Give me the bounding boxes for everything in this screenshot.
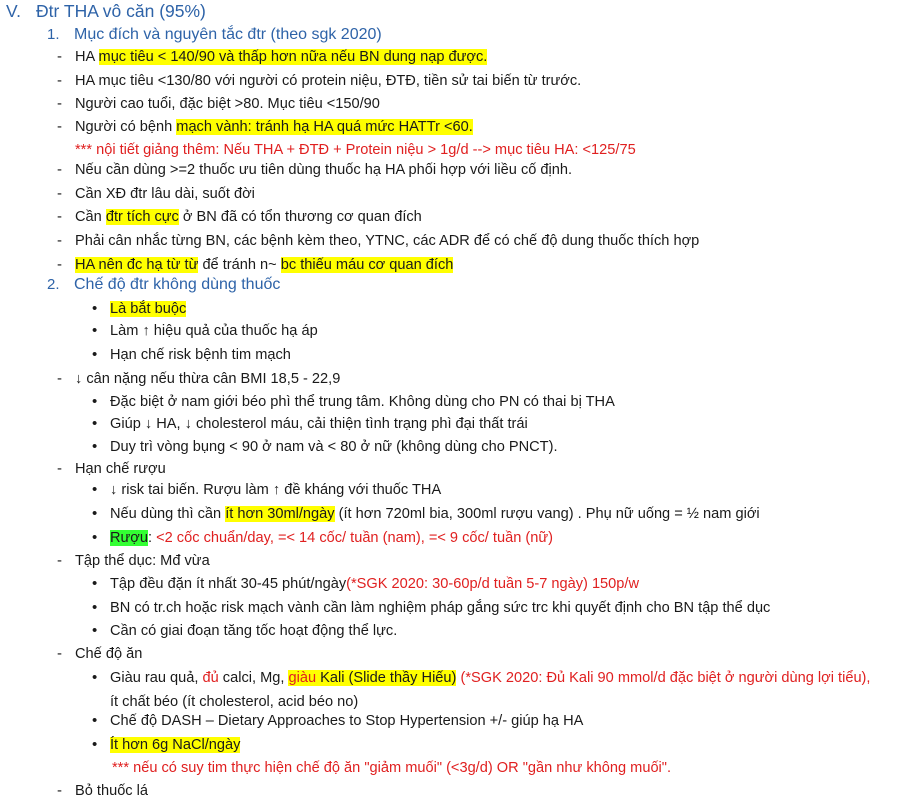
text-segment: Tập đều đặn ít nhất 30-45 phút/ngày: [110, 576, 347, 592]
highlighted-text: Ít hơn 6g NaCl/ngày: [110, 737, 241, 753]
bullet-icon: •: [92, 736, 98, 753]
note-text: đủ: [202, 670, 219, 686]
line-text: [74, 274, 280, 296]
bullet-icon: •: [92, 346, 98, 363]
bullet-icon: •: [92, 575, 98, 592]
bullet-icon: •: [92, 669, 98, 686]
line-text: [75, 550, 210, 572]
list-item: [0, 620, 909, 642]
text-segment: Tập thể dục: Mđ vừa: [75, 553, 210, 569]
line-text: [110, 503, 760, 525]
text-segment: Chế độ ăn: [75, 646, 143, 662]
line-text: [75, 368, 340, 390]
note-text: *** nội tiết giảng thêm: Nếu THA + ĐTĐ + Protein niệu > 1g/d --> mục tiêu HA: <125/75: [75, 142, 636, 158]
highlighted-text: HA nên đc hạ từ từ: [75, 257, 199, 273]
dash-icon: -: [57, 782, 62, 799]
list-item: [0, 183, 909, 205]
line-text: [110, 573, 639, 595]
text-segment: Duy trì vòng bụng < 90 ở nam và < 80 ở nữ (không dùng cho PNCT).: [110, 439, 558, 455]
line-text: [75, 254, 453, 276]
bullet-icon: •: [92, 322, 98, 339]
text-segment: HA: [75, 49, 99, 65]
line-text: [75, 159, 572, 181]
highlighted-text: Rượu: [110, 530, 148, 546]
line-text: [75, 458, 166, 480]
line-text: [75, 93, 380, 115]
line-text: [75, 116, 473, 138]
text-segment: calci, Mg,: [218, 670, 289, 686]
highlighted-text: mục tiêu < 140/90 và thấp hơn nữa nếu BN dung nạp được.: [98, 49, 488, 65]
bullet-icon: •: [92, 481, 98, 498]
text-segment: Làm ↑ hiệu quả của thuốc hạ áp: [110, 323, 318, 339]
list-item: [0, 527, 909, 549]
text-segment: Người cao tuổi, đặc biệt >80. Mục tiêu <150/90: [75, 96, 380, 112]
highlighted-text: giàu: [288, 670, 317, 686]
section-title: Đtr THA vô căn (95%): [36, 1, 206, 21]
bullet-icon: •: [92, 529, 98, 546]
text-segment: BN có tr.ch hoặc risk mạch vành cần làm nghiệm pháp gắng sức trc khi quyết định cho BN tập thể dục: [110, 600, 771, 616]
list-item: [0, 139, 909, 161]
line-text: [110, 620, 397, 642]
line-text: [110, 298, 186, 320]
bullet-icon: •: [92, 415, 98, 432]
list-item: [0, 780, 909, 802]
line-text: [75, 139, 636, 161]
list-item: [0, 458, 909, 480]
note-text: <2 cốc chuẩn/day, =< 14 cốc/ tuần (nam), =< 9 cốc/ tuần (nữ): [156, 530, 553, 546]
text-segment: Đặc biệt ở nam giới béo phì thể trung tâm. Không dùng cho PN có thai bị THA: [110, 394, 615, 410]
bullet-icon: •: [92, 599, 98, 616]
text-segment: Chế độ đtr không dùng thuốc: [74, 276, 281, 293]
line-text: [110, 436, 558, 458]
note-text: *** nếu có suy tim thực hiện chế độ ăn "giảm muối" (<3g/d) OR "gần như không muối".: [112, 760, 672, 776]
line-text: [75, 643, 142, 665]
text-segment: Hạn chế risk bệnh tim mạch: [110, 347, 291, 363]
subsection-heading: [0, 274, 909, 296]
text-segment: Nếu cần dùng >=2 thuốc ưu tiên dùng thuốc hạ HA phối hợp với liều cố định.: [75, 162, 573, 178]
dash-icon: -: [57, 208, 62, 225]
text-segment: Cần XĐ đtr lâu dài, suốt đời: [75, 186, 255, 202]
text-segment: HA mục tiêu <130/80 với người có protein niệu, ĐTĐ, tiền sử tai biến từ trước.: [75, 73, 582, 89]
text-segment: Hạn chế rượu: [75, 461, 166, 477]
list-item: [0, 159, 909, 181]
list-item: [0, 413, 909, 435]
line-text: [112, 757, 671, 779]
line-text: [110, 597, 770, 619]
text-segment: Cần: [75, 209, 106, 225]
dash-icon: -: [57, 256, 62, 273]
list-item: [0, 254, 909, 276]
list-item: [0, 70, 909, 92]
line-text: [110, 391, 615, 413]
text-segment: Nếu dùng thì cần: [110, 506, 226, 522]
bullet-icon: •: [92, 712, 98, 729]
list-item: [0, 230, 909, 252]
dash-icon: -: [57, 161, 62, 178]
subsection-number: 2.: [47, 276, 60, 293]
line-text: [110, 734, 240, 756]
text-segment: Chế độ DASH – Dietary Approaches to Stop Hypertension +/- giúp hạ HA: [110, 713, 584, 729]
list-item: [0, 597, 909, 619]
list-item: [0, 479, 909, 501]
list-item: [0, 344, 909, 366]
text-segment: :: [148, 530, 157, 546]
line-text: [75, 70, 581, 92]
highlighted-text: ít hơn 30ml/ngày: [225, 506, 335, 522]
line-text: [110, 320, 318, 342]
line-text: [74, 24, 382, 46]
line-text: [75, 46, 487, 68]
text-segment: ↓ cân nặng nếu thừa cân BMI 18,5 - 22,9: [75, 371, 341, 387]
highlighted-text: Kali (Slide thầy Hiếu): [316, 670, 457, 686]
text-segment: Bỏ thuốc lá: [75, 783, 149, 799]
section-heading: [0, 0, 909, 22]
dash-icon: -: [57, 460, 62, 477]
list-item: [0, 550, 909, 572]
list-item: [0, 573, 909, 595]
dash-icon: -: [57, 118, 62, 135]
list-item: [0, 436, 909, 458]
list-item: [0, 643, 909, 665]
section-number: V.: [6, 1, 21, 21]
note-text: (*SGK 2020: Đủ Kali 90 mmol/d đặc biệt ở người dùng lợi tiểu),: [460, 670, 871, 686]
text-segment: Giúp ↓ HA, ↓ cholesterol máu, cải thiện tình trạng phì đại thất trái: [110, 416, 528, 432]
line-text: [110, 479, 441, 501]
line-text: [75, 183, 255, 205]
list-item: [0, 667, 909, 689]
list-item: [0, 46, 909, 68]
list-item: [0, 710, 909, 732]
dash-icon: -: [57, 232, 62, 249]
list-item: [0, 503, 909, 525]
bullet-icon: •: [92, 393, 98, 410]
list-item: [0, 734, 909, 756]
dash-icon: -: [57, 552, 62, 569]
note-text: (*SGK 2020: 30-60p/d tuần 5-7 ngày) 150p/w: [346, 576, 640, 592]
text-segment: Mục đích và nguyên tắc đtr (theo sgk 2020): [74, 26, 382, 43]
list-item: [0, 93, 909, 115]
line-text: [110, 527, 553, 549]
list-item: [0, 320, 909, 342]
text-segment: (ít hơn 720ml bia, 300ml rượu vang) . Phụ nữ uống = ½ nam giới: [334, 506, 760, 522]
bullet-icon: •: [92, 300, 98, 317]
list-item: [0, 206, 909, 228]
bullet-icon: •: [92, 505, 98, 522]
bullet-icon: •: [92, 622, 98, 639]
list-item: [0, 368, 909, 390]
list-item: [0, 298, 909, 320]
highlighted-text: đtr tích cực: [105, 209, 179, 225]
dash-icon: -: [57, 185, 62, 202]
dash-icon: -: [57, 370, 62, 387]
bullet-icon: •: [92, 438, 98, 455]
text-segment: ở BN đã có tổn thương cơ quan đích: [178, 209, 422, 225]
text-segment: ít chất béo (ít cholesterol, acid béo no): [110, 694, 359, 710]
line-text: [110, 413, 528, 435]
line-text: [75, 780, 148, 802]
subsection-heading: [0, 24, 909, 46]
line-text: [110, 710, 583, 732]
highlighted-text: bc thiếu máu cơ quan đích: [280, 257, 454, 273]
dash-icon: -: [57, 72, 62, 89]
line-text: [110, 667, 870, 689]
dash-icon: -: [57, 95, 62, 112]
text-segment: Phải cân nhắc từng BN, các bệnh kèm theo, YTNC, các ADR để có chế độ dung thuốc thích hợp: [75, 233, 700, 249]
dash-icon: -: [57, 48, 62, 65]
subsection-number: 1.: [47, 26, 60, 43]
line-text: [110, 344, 291, 366]
text-segment: Cần có giai đoạn tăng tốc hoạt động thể lực.: [110, 623, 398, 639]
dash-icon: -: [57, 645, 62, 662]
list-item: [0, 757, 909, 779]
list-item: [0, 116, 909, 138]
list-item: [0, 391, 909, 413]
text-segment: Giàu rau quả,: [110, 670, 203, 686]
line-text: [75, 206, 422, 228]
text-segment: để tránh n~: [198, 257, 281, 273]
highlighted-text: mạch vành: tránh hạ HA quá mức HATTr <60.: [176, 119, 473, 135]
line-text: [75, 230, 699, 252]
text-segment: ↓ risk tai biến. Rượu làm ↑ đề kháng với thuốc THA: [110, 482, 442, 498]
text-segment: Người có bệnh: [75, 119, 177, 135]
highlighted-text: Là bắt buộc: [110, 301, 187, 317]
